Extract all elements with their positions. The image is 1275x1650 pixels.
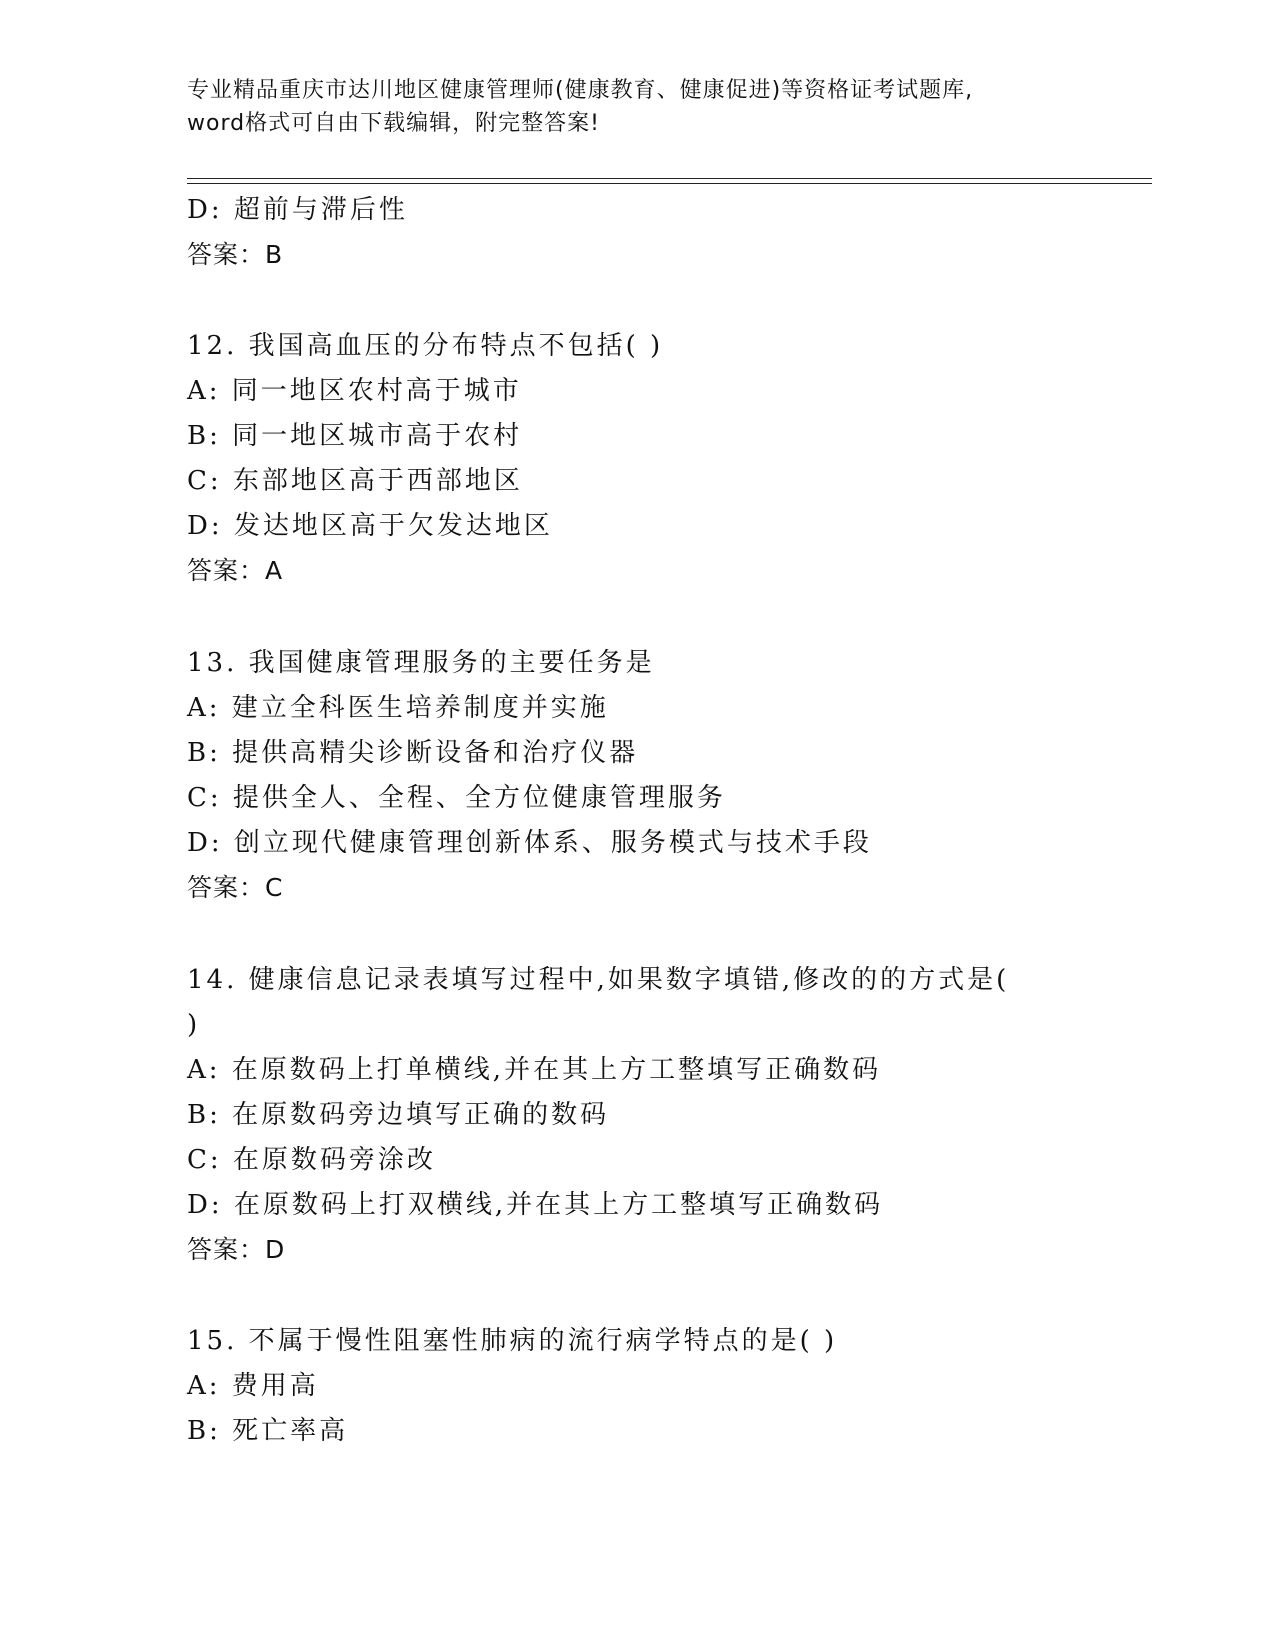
- q15-option-b: B: 死亡率高: [187, 1416, 349, 1446]
- q13-option-b: B: 提供高精尖诊断设备和治疗仪器: [187, 738, 639, 768]
- q12-answer: 答案：A: [187, 556, 284, 585]
- q14-option-c: C: 在原数码旁涂改: [187, 1145, 436, 1175]
- q12-option-c: C: 东部地区高于西部地区: [187, 466, 523, 496]
- header-line-1: 专业精品重庆市达川地区健康管理师(健康教育、健康促进)等资格证考试题库,: [187, 78, 974, 103]
- q14-stem-line-2: ): [187, 1010, 201, 1040]
- document-header: [187, 74, 1147, 140]
- header-line-2: word格式可自由下载编辑，附完整答案!: [187, 111, 600, 136]
- q14-option-a: A: 在原数码上打单横线,并在其上方工整填写正确数码: [187, 1055, 882, 1085]
- q14-option-b: B: 在原数码旁边填写正确的数码: [187, 1100, 610, 1130]
- q13-stem: 13. 我国健康管理服务的主要任务是: [187, 648, 655, 678]
- q13-answer: 答案：C: [187, 873, 284, 902]
- q12-option-d: D: 发达地区高于欠发达地区: [187, 511, 553, 541]
- q12-stem: 12. 我国高血压的分布特点不包括( ): [187, 331, 664, 361]
- q14-answer: 答案：D: [187, 1235, 286, 1264]
- q13-option-d: D: 创立现代健康管理创新体系、服务模式与技术手段: [187, 828, 872, 858]
- q14-stem-line-1: 14. 健康信息记录表填写过程中,如果数字填错,修改的的方式是(: [187, 965, 1010, 995]
- q11-answer: 答案：B: [187, 240, 284, 269]
- q12-option-b: B: 同一地区城市高于农村: [187, 421, 523, 451]
- q13-option-a: A: 建立全科医生培养制度并实施: [187, 693, 609, 723]
- q15-option-a: A: 费用高: [187, 1371, 319, 1401]
- q13-option-c: C: 提供全人、全程、全方位健康管理服务: [187, 783, 726, 813]
- q12-option-a: A: 同一地区农村高于城市: [187, 376, 522, 406]
- q14-option-d: D: 在原数码上打双横线,并在其上方工整填写正确数码: [187, 1190, 884, 1220]
- q11-option-d: D: 超前与滞后性: [187, 195, 408, 225]
- q15-stem: 15. 不属于慢性阻塞性肺病的流行病学特点的是( ): [187, 1326, 838, 1356]
- header-divider: [187, 178, 1152, 184]
